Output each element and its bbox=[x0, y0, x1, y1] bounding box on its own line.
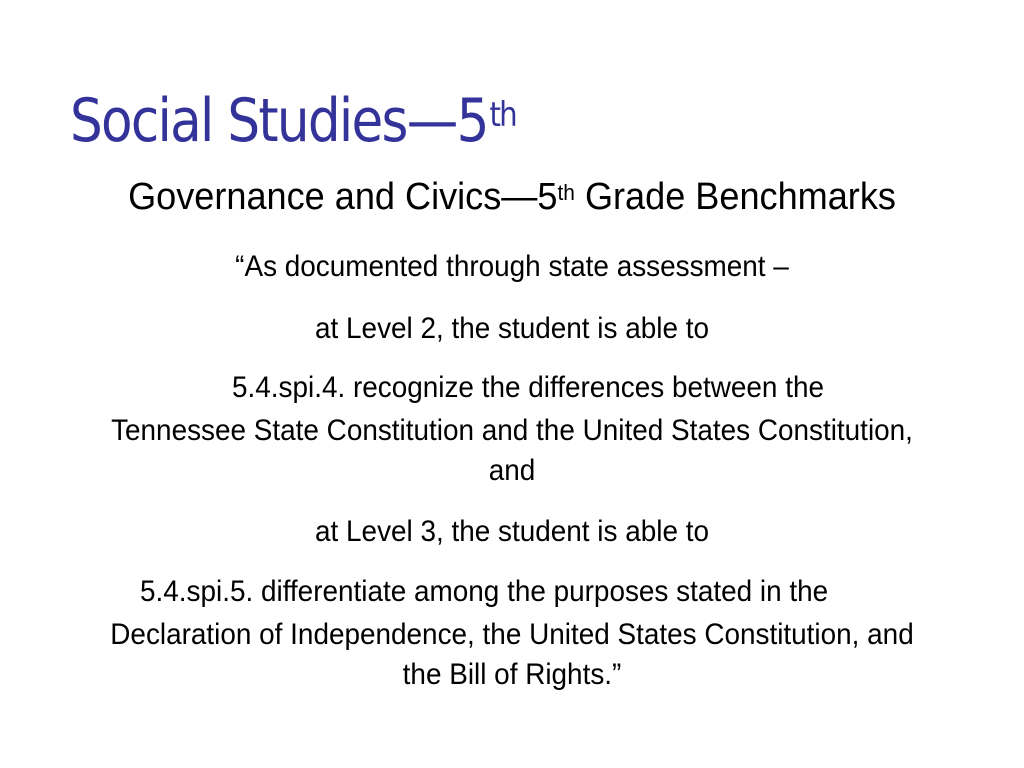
benchmark-spi5-line-3: the Bill of Rights.” bbox=[402, 658, 622, 691]
subtitle-text-before: Governance and Civics—5 bbox=[128, 176, 558, 218]
benchmark-spi5-line-1: 5.4.spi.5. differentiate among the purposes stated in the bbox=[140, 575, 829, 608]
level-3-heading: at Level 3, the student is able to bbox=[315, 515, 709, 548]
benchmark-spi5-line-2: Declaration of Independence, the United States Constitution, and bbox=[110, 618, 914, 651]
subtitle-superscript: th bbox=[557, 180, 575, 205]
benchmark-spi4-line-1: 5.4.spi.4. recognize the differences between the bbox=[232, 371, 824, 404]
benchmark-spi4-line-2: Tennessee State Constitution and the United States Constitution, bbox=[111, 414, 913, 447]
slide-subtitle bbox=[26, 174, 999, 220]
assessment-intro: “As documented through state assessment – bbox=[235, 250, 789, 283]
subtitle-text-after: Grade Benchmarks bbox=[574, 176, 896, 218]
slide-title bbox=[70, 86, 516, 156]
level-2-heading: at Level 2, the student is able to bbox=[315, 312, 709, 345]
slide-title-superscript: th bbox=[489, 95, 517, 135]
benchmark-spi4-line-3: and bbox=[488, 454, 536, 487]
slide-title-text: Social Studies—5 bbox=[70, 86, 488, 156]
